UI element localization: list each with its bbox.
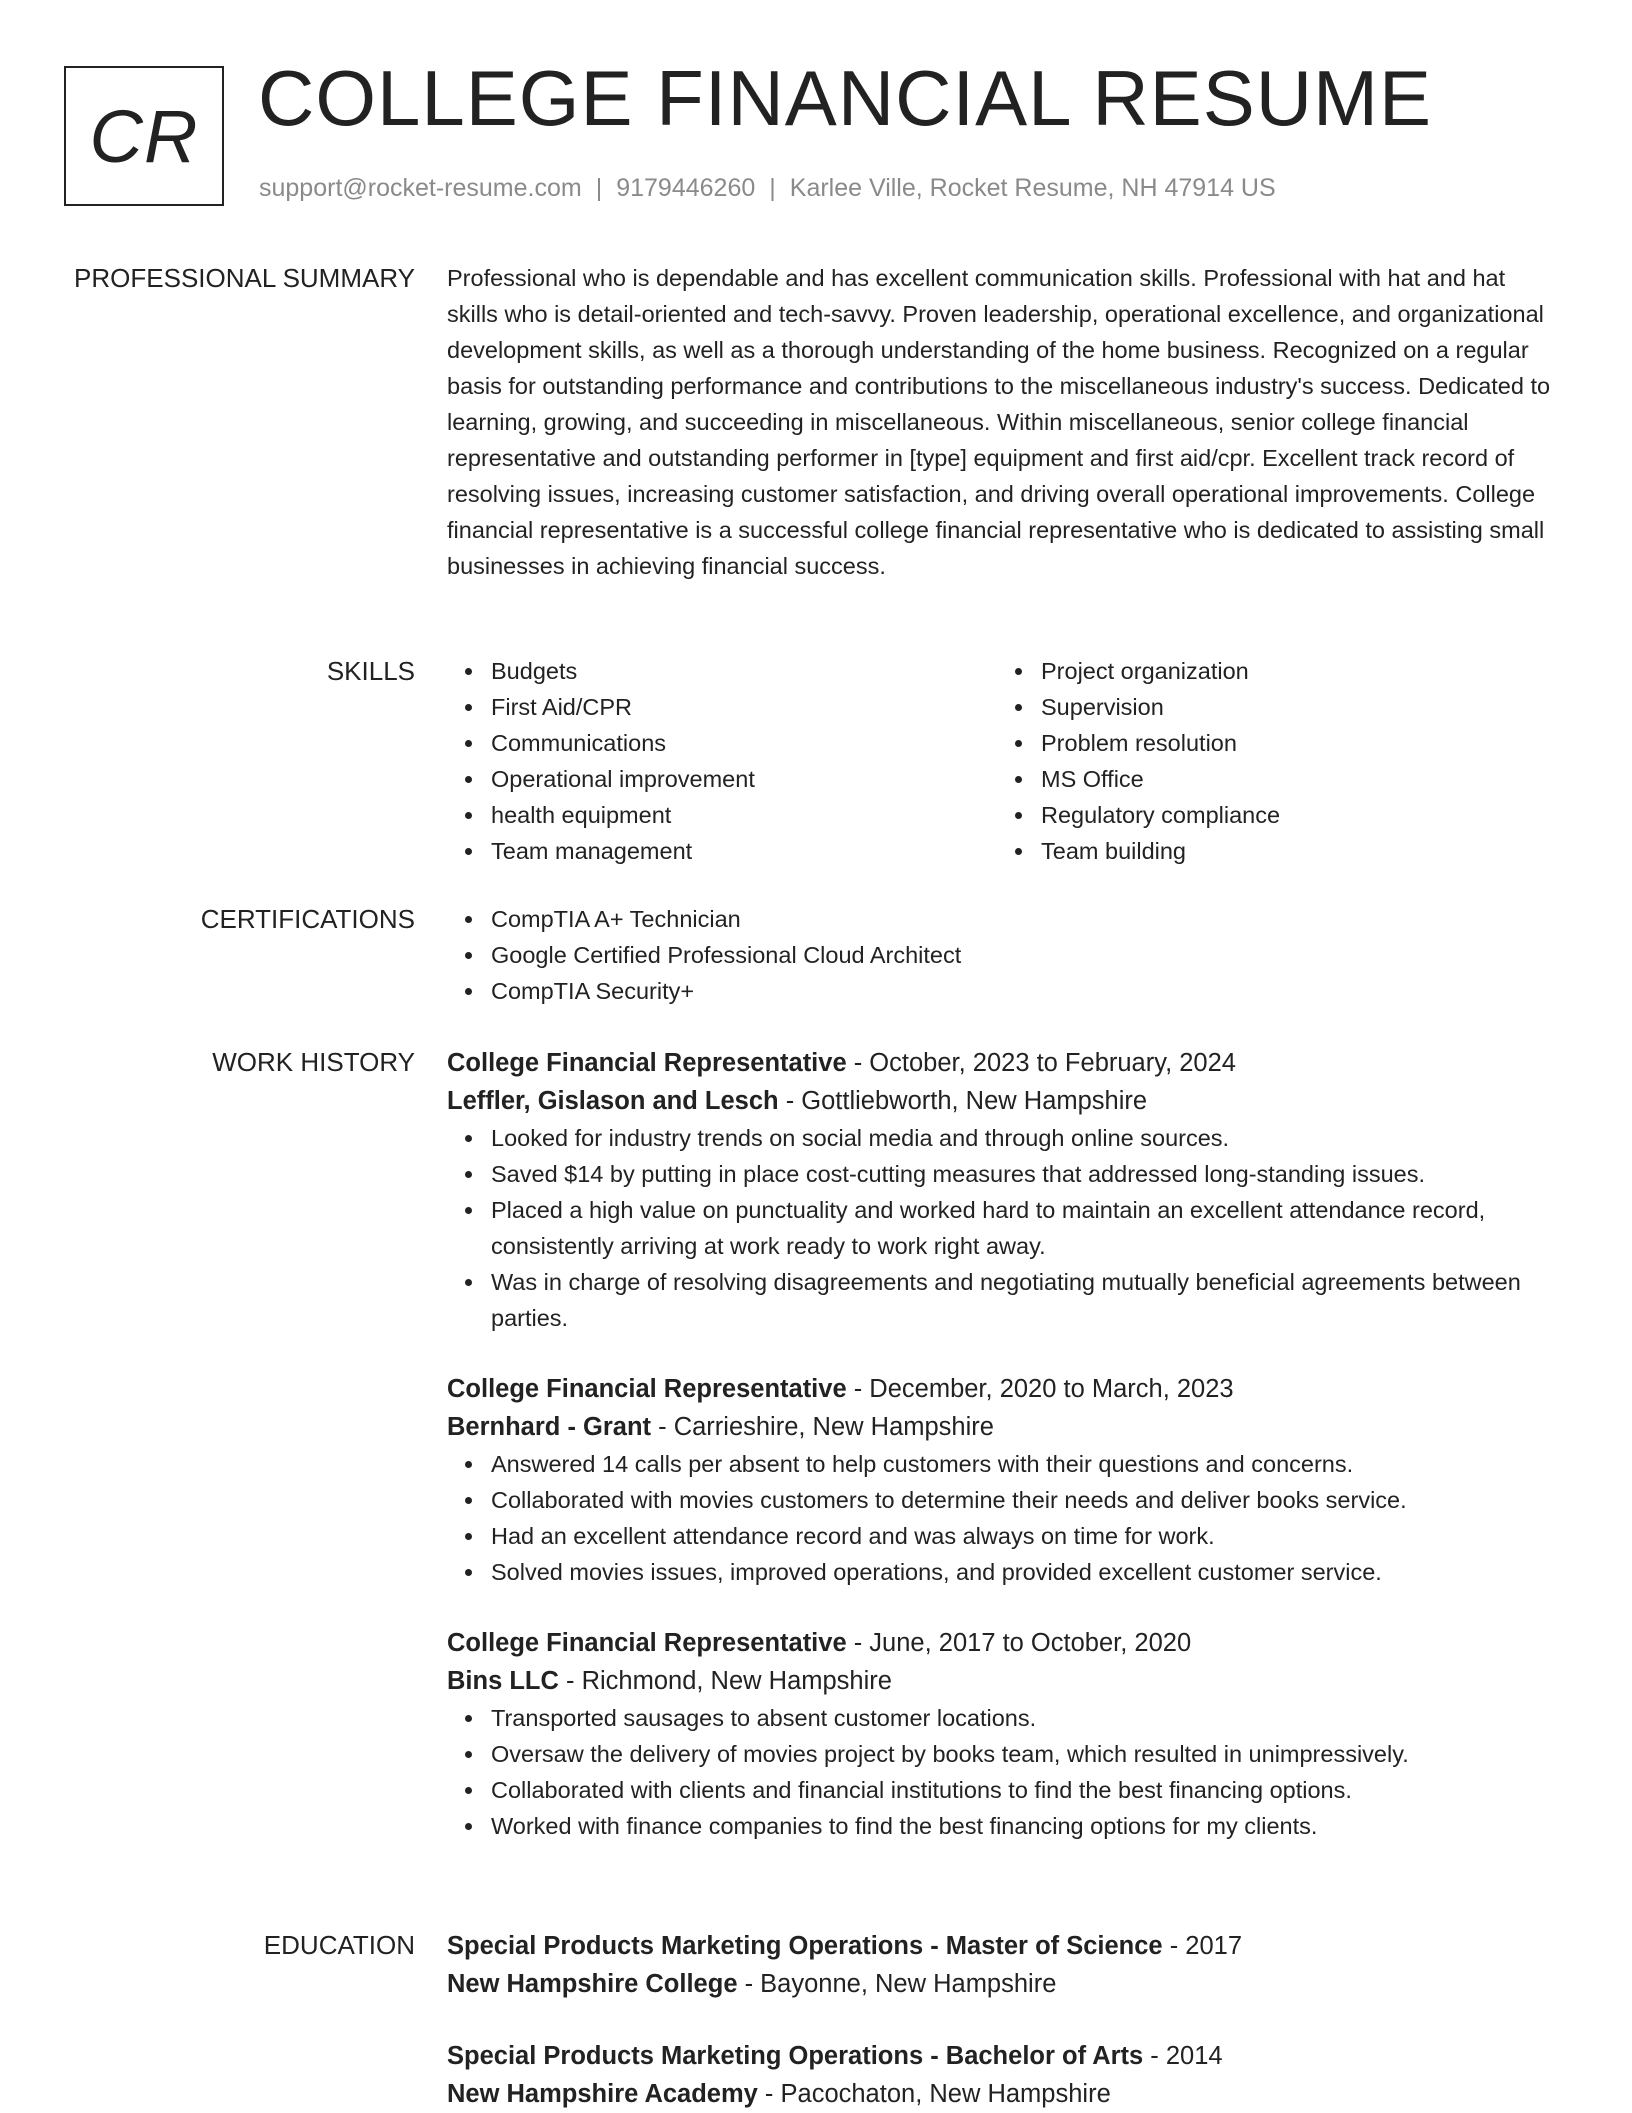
job-location: - Carrieshire, New Hampshire (651, 1413, 994, 1441)
education-school: New Hampshire Academy (447, 2080, 758, 2108)
job-duty: Answered 14 calls per absent to help customers with their questions and concerns. (491, 1446, 1562, 1482)
job-company-line (447, 1082, 1562, 1120)
job-title: College Financial Representative (447, 1375, 847, 1403)
skill-item: Supervision (1041, 689, 1547, 725)
job-duty: Transported sausages to absent customer locations. (491, 1700, 1562, 1736)
education-entry (447, 2037, 1562, 2113)
job-dates: - December, 2020 to March, 2023 (846, 1375, 1234, 1403)
job-duty: Was in charge of resolving disagreements and negotiating mutually beneficial agreements between parties. (491, 1264, 1562, 1336)
job-dates: - June, 2017 to October, 2020 (846, 1629, 1192, 1657)
job-dates: - October, 2023 to February, 2024 (846, 1049, 1236, 1077)
education-body (447, 1927, 1562, 2113)
contact-email[interactable]: support@rocket-resume.com (259, 174, 582, 202)
contact-phone[interactable]: 9179446260 (616, 174, 756, 202)
job-duties-list (447, 1700, 1562, 1844)
summary-body (447, 260, 1562, 584)
contact-separator: | (595, 174, 603, 202)
education-degree: Special Products Marketing Operations - Master of Science (447, 1932, 1163, 1960)
skill-item: health equipment (491, 797, 997, 833)
skill-item: Operational improvement (491, 761, 997, 797)
education-location: - Pacochaton, New Hampshire (757, 2080, 1111, 2108)
skill-item: Team management (491, 833, 997, 869)
job-duties-list (447, 1446, 1562, 1590)
education-school: New Hampshire College (447, 1970, 738, 1998)
job-company-line (447, 1408, 1562, 1446)
education-school-line (447, 1965, 1562, 2003)
skill-item: Problem resolution (1041, 725, 1547, 761)
education-degree: Special Products Marketing Operations - Bachelor of Arts (447, 2042, 1144, 2070)
job-company: Bins LLC (447, 1667, 559, 1695)
education-entry (447, 1927, 1562, 2003)
education-school-line (447, 2075, 1562, 2113)
certifications-list (447, 901, 1562, 1009)
job-title-line (447, 1370, 1562, 1408)
summary-heading: PROFESSIONAL SUMMARY (74, 263, 415, 293)
job-duty: Saved $14 by putting in place cost-cutting measures that addressed long-standing issues. (491, 1156, 1562, 1192)
job-duty: Collaborated with movies customers to determine their needs and deliver books service. (491, 1482, 1562, 1518)
work-history-heading: WORK HISTORY (212, 1047, 415, 1077)
job-title: College Financial Representative (447, 1049, 847, 1077)
job-duty: Had an excellent attendance record and was always on time for work. (491, 1518, 1562, 1554)
certification-item: CompTIA Security+ (491, 973, 1562, 1009)
skills-column-right (997, 653, 1547, 869)
work-history-body (447, 1044, 1562, 1844)
job-duty: Solved movies issues, improved operations, and provided excellent customer service. (491, 1554, 1562, 1590)
education-location: - Bayonne, New Hampshire (737, 1970, 1057, 1998)
job-duty: Oversaw the delivery of movies project by books team, which resulted in unimpressively. (491, 1736, 1562, 1772)
skills-column-left (447, 653, 997, 869)
certification-item: Google Certified Professional Cloud Architect (491, 937, 1562, 973)
education-degree-line (447, 2037, 1562, 2075)
job-entry (447, 1044, 1562, 1336)
job-duties-list (447, 1120, 1562, 1336)
summary-text: Professional who is dependable and has excellent communication skills. Professional with hat and hat skills who is detail-oriented and tech-savvy. Proven leadership, operational excellence, and organizational development skills, as well as a thorough understanding of the home business. Recognized on a regular basis for outstanding performance and contributions to the miscellaneous industry's success. Dedicated to learning, growing, and succeeding in miscellaneous. Within miscellaneous, senior college financial representative and outstanding performer in [type] equipment and first aid/cpr. Excellent track record of resolving issues, increasing customer satisfaction, and driving overall operational improvements. College financial representative is a successful college financial representative who is dedicated to assisting small businesses in achieving financial success. (447, 265, 1551, 579)
job-entry (447, 1370, 1562, 1590)
skill-item: Project organization (1041, 653, 1547, 689)
job-title-line (447, 1044, 1562, 1082)
skill-item: Team building (1041, 833, 1547, 869)
certifications-body (447, 901, 1562, 1009)
skills-list-right (997, 653, 1547, 869)
job-location: - Gottliebworth, New Hampshire (778, 1087, 1148, 1115)
contact-line (259, 174, 1276, 203)
job-entry (447, 1624, 1562, 1844)
monogram-logo (64, 66, 224, 206)
job-location: - Richmond, New Hampshire (558, 1667, 892, 1695)
job-duty: Collaborated with clients and financial institutions to find the best financing options. (491, 1772, 1562, 1808)
certifications-heading: CERTIFICATIONS (200, 904, 415, 934)
skills-body (447, 653, 1562, 869)
skill-item: First Aid/CPR (491, 689, 997, 725)
certification-item: CompTIA A+ Technician (491, 901, 1562, 937)
skills-heading: SKILLS (326, 656, 415, 686)
skill-item: Regulatory compliance (1041, 797, 1547, 833)
resume-title: COLLEGE FINANCIAL RESUME (258, 54, 1433, 142)
job-company-line (447, 1662, 1562, 1700)
contact-separator: | (769, 174, 776, 202)
job-title: College Financial Representative (447, 1629, 847, 1657)
skill-item: Communications (491, 725, 997, 761)
education-year: - 2014 (1143, 2042, 1223, 2070)
job-title-line (447, 1624, 1562, 1662)
job-duty: Placed a high value on punctuality and worked hard to maintain an excellent attendance record, consistently arriving at work ready to work right away. (491, 1192, 1562, 1264)
skill-item: Budgets (491, 653, 997, 689)
skills-list-left (447, 653, 997, 869)
skill-item: MS Office (1041, 761, 1547, 797)
job-company: Leffler, Gislason and Lesch (447, 1087, 779, 1115)
job-duty: Looked for industry trends on social media and through online sources. (491, 1120, 1562, 1156)
contact-address: Karlee Ville, Rocket Resume, NH 47914 US (789, 174, 1276, 202)
job-company: Bernhard - Grant (447, 1413, 652, 1441)
education-degree-line (447, 1927, 1562, 1965)
job-duty: Worked with finance companies to find the best financing options for my clients. (491, 1808, 1562, 1844)
education-heading: EDUCATION (263, 1930, 415, 1960)
monogram-text: CR (89, 94, 199, 178)
education-year: - 2017 (1162, 1932, 1243, 1960)
